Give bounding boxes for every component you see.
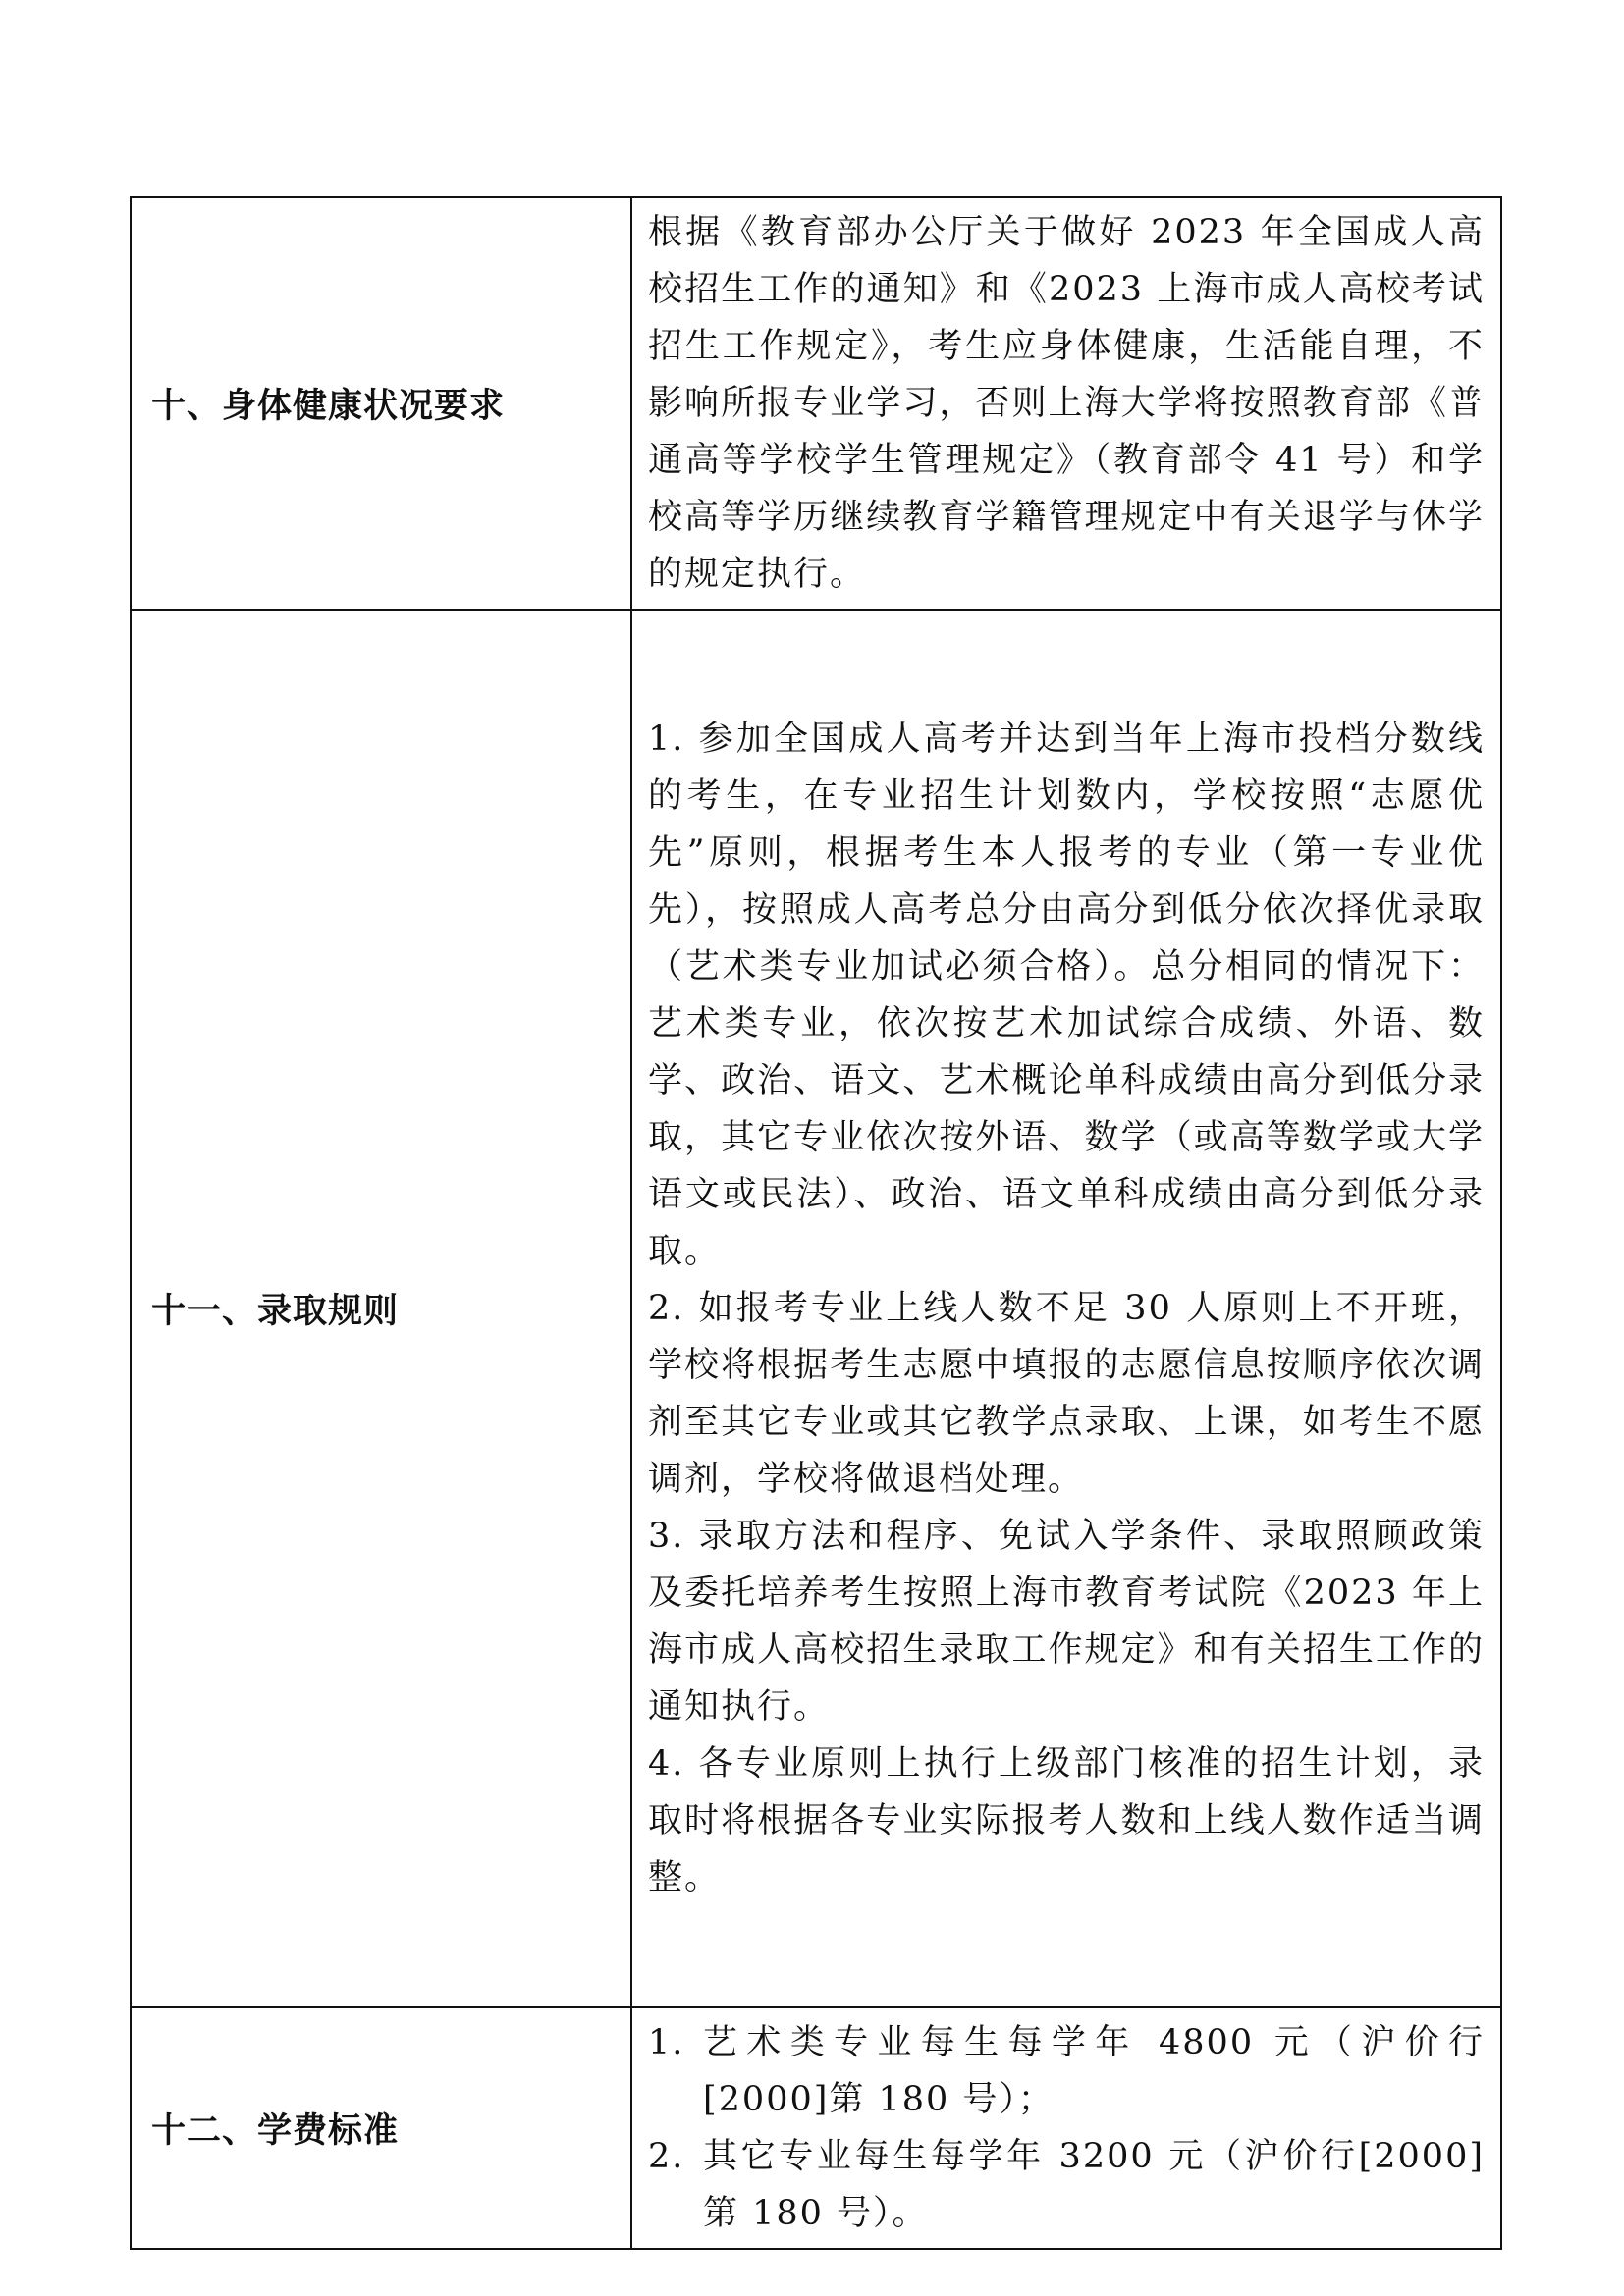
section-content	[631, 197, 1501, 610]
fee-list	[648, 2014, 1485, 2242]
list-number: 1.	[648, 2023, 685, 2062]
table-row-tuition-standard	[131, 2007, 1501, 2249]
list-number: 2.	[648, 2137, 685, 2176]
rule-paragraph: 3. 录取方法和程序、免试入学条件、录取照顾政策及委托培养考生按照上海市教育考试院《2023 年上海市成人高校招生录取工作规定》和有关招生工作的通知执行。	[648, 1517, 1485, 1727]
table-row-admission-rules	[131, 610, 1501, 2007]
rule-paragraph: 1. 参加全国成人高考并达到当年上海市投档分数线的考生，在专业招生计划数内，学校按照“志愿优先”原则，根据考生本人报考的专业（第一专业优先），按照成人高考总分由高分到低分依次择优录取 （艺术类专业加试必须合格）。总分相同的情况下：艺术类专业，依次按艺术加试综合成绩、外语、数学、政治、语文、艺术概论单科成绩由高分到低分录取，其它专业依次按外语、数学（或高等数学或大学语文或民法）、政治、语文单科成绩由高分到低分录取。	[648, 720, 1485, 1271]
section-heading: 十二、学费标准	[131, 2007, 631, 2249]
paragraph: 根据《教育部办公厅关于做好 2023 年全国成人高校招生工作的通知》和《2023 上海市成人高校考试招生工作规定》，考生应身体健康，生活能自理，不影响所报专业学习，否则上海大学将按照教育部《普通高等学校学生管理规定》（教育部令 41 号）和学校高等学历继续教育学籍管理规定中有关退学与休学的规定执行。	[648, 213, 1485, 594]
regulations-table	[130, 196, 1502, 2250]
section-content	[631, 2007, 1501, 2249]
section-content	[631, 610, 1501, 2007]
section-heading: 十一、录取规则	[131, 610, 631, 2007]
table-row-health-requirements	[131, 197, 1501, 610]
rule-paragraph: 4. 各专业原则上执行上级部门核准的招生计划，录取时将根据各专业实际报考人数和上线人数作适当调整。	[648, 1744, 1485, 1897]
list-text: 艺术类专业每生每学年 4800 元（沪价行[2000]第 180 号）；	[703, 2023, 1485, 2119]
list-text: 其它专业每生每学年 3200 元（沪价行[2000]第 180 号）。	[703, 2137, 1485, 2233]
section-heading: 十、身体健康状况要求	[131, 197, 631, 610]
list-item	[648, 2128, 1485, 2242]
rule-paragraph: 2. 如报考专业上线人数不足 30 人原则上不开班，学校将根据考生志愿中填报的志愿信息按顺序依次调剂至其它专业或其它教学点录取、上课，如考生不愿调剂，学校将做退档处理。	[648, 1289, 1485, 1499]
list-item	[648, 2014, 1485, 2128]
